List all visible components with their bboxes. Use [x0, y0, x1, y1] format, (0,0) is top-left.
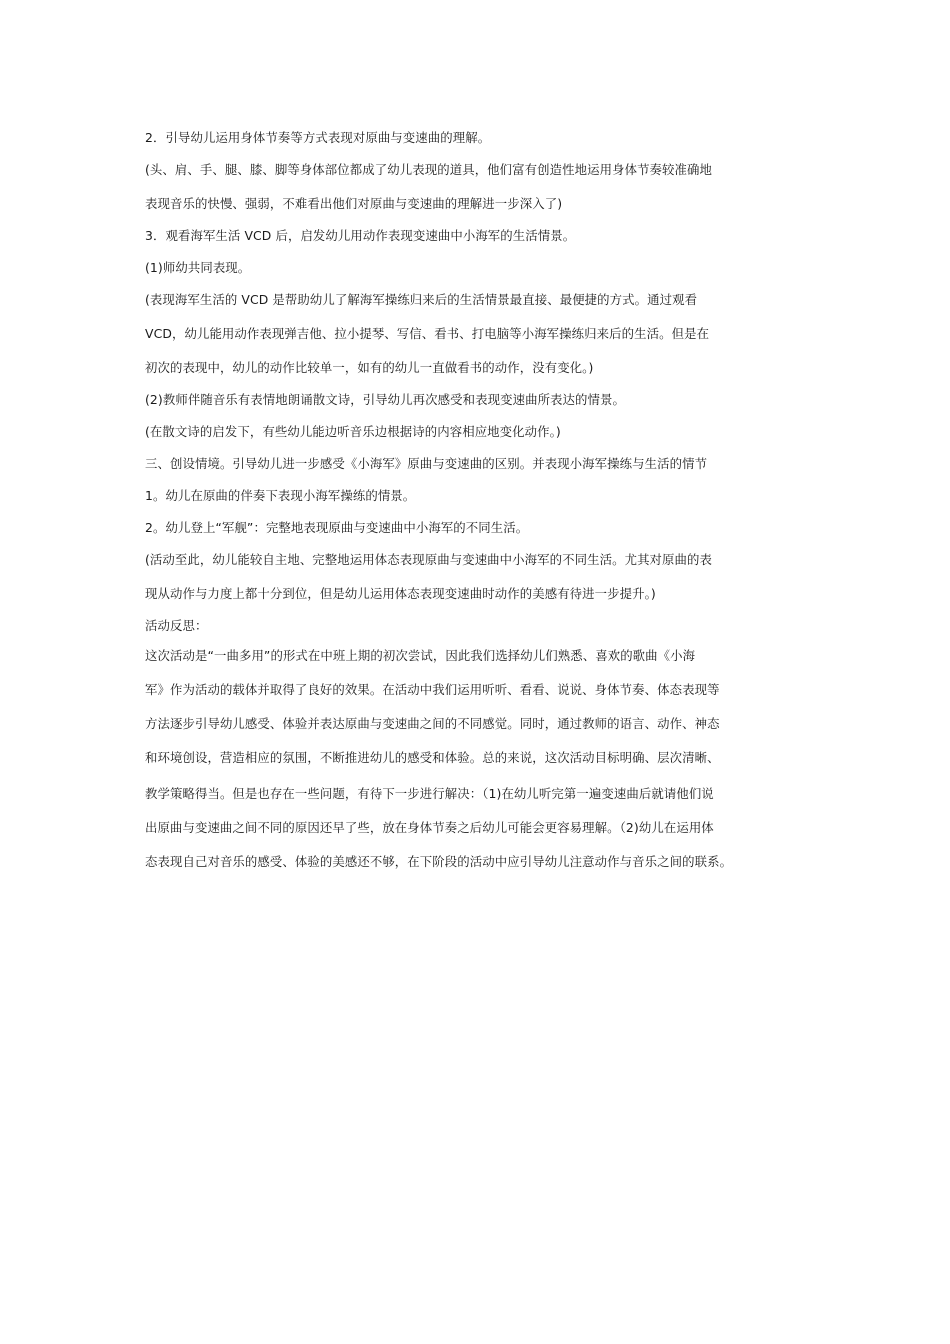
paragraph-line-3: 表现音乐的快慢、强弱，不难看出他们对原曲与变速曲的理解进一步深入了) [145, 196, 563, 211]
paragraph-line-16: 活动反思： [145, 618, 208, 633]
paragraph-line-22: 出原曲与变速曲之间不同的原因还早了些，放在身体节奏之后幼儿可能会更容易理解。（2)幼儿在运用体 [145, 820, 714, 835]
paragraph-line-6: (表现海军生活的 VCD 是帮助幼儿了解海军操练归来后的生活情景最直接、最便捷的方式。通过观看 [145, 292, 698, 307]
paragraph-line-17: 这次活动是“一曲多用”的形式在中班上期的初次尝试，因此我们选择幼儿们熟悉、喜欢的歌曲《小海 [145, 648, 696, 663]
paragraph-line-1: 2．引导幼儿运用身体节奏等方式表现对原曲与变速曲的理解。 [145, 130, 491, 145]
paragraph-line-18: 军》作为活动的载体并取得了良好的效果。在活动中我们运用听听、看看、说说、身体节奏、体态表现等 [145, 682, 720, 697]
paragraph-line-11: 三、创设情境。引导幼儿进一步感受《小海军》原曲与变速曲的区别。并表现小海军操练与生活的情节 [145, 456, 708, 471]
paragraph-line-7: VCD，幼儿能用动作表现弹吉他、拉小提琴、写信、看书、打电脑等小海军操练归来后的生活。但是在 [145, 326, 710, 341]
paragraph-line-8: 初次的表现中，幼儿的动作比较单一，如有的幼儿一直做看书的动作，没有变化。) [145, 360, 594, 375]
paragraph-line-5: (1)师幼共同表现。 [145, 260, 251, 275]
paragraph-line-20: 和环境创设，营造相应的氛围，不断推进幼儿的感受和体验。总的来说，这次活动目标明确、层次清晰、 [145, 750, 720, 765]
paragraph-line-23: 态表现自己对音乐的感受、体验的美感还不够，在下阶段的活动中应引导幼儿注意动作与音乐之间的联系。 [145, 854, 733, 869]
paragraph-line-19: 方法逐步引导幼儿感受、体验并表达原曲与变速曲之间的不同感觉。同时，通过教师的语言、动作、神态 [145, 716, 720, 731]
paragraph-line-12: 1。幼儿在原曲的伴奏下表现小海军操练的情景。 [145, 488, 416, 503]
paragraph-line-13: 2。幼儿登上“军舰”：完整地表现原曲与变速曲中小海军的不同生活。 [145, 520, 529, 535]
paragraph-line-21: 教学策略得当。但是也存在一些问题，有待下一步进行解决：（1)在幼儿听完第一遍变速曲后就请他们说 [145, 786, 714, 801]
paragraph-line-10: (在散文诗的启发下，有些幼儿能边听音乐边根据诗的内容相应地变化动作。) [145, 424, 561, 439]
paragraph-line-14: (活动至此，幼儿能较自主地、完整地运用体态表现原曲与变速曲中小海军的不同生活。尤其对原曲的表 [145, 552, 713, 567]
paragraph-line-15: 现从动作与力度上都十分到位，但是幼儿运用体态表现变速曲时动作的美感有待进一步提升。) [145, 586, 656, 601]
paragraph-line-4: 3．观看海军生活 VCD 后，启发幼儿用动作表现变速曲中小海军的生活情景。 [145, 228, 576, 243]
paragraph-line-9: (2)教师伴随音乐有表情地朗诵散文诗，引导幼儿再次感受和表现变速曲所表达的情景。 [145, 392, 626, 407]
paragraph-line-2: (头、肩、手、腿、膝、脚等身体部位都成了幼儿表现的道具，他们富有创造性地运用身体节奏较准确地 [145, 162, 713, 177]
